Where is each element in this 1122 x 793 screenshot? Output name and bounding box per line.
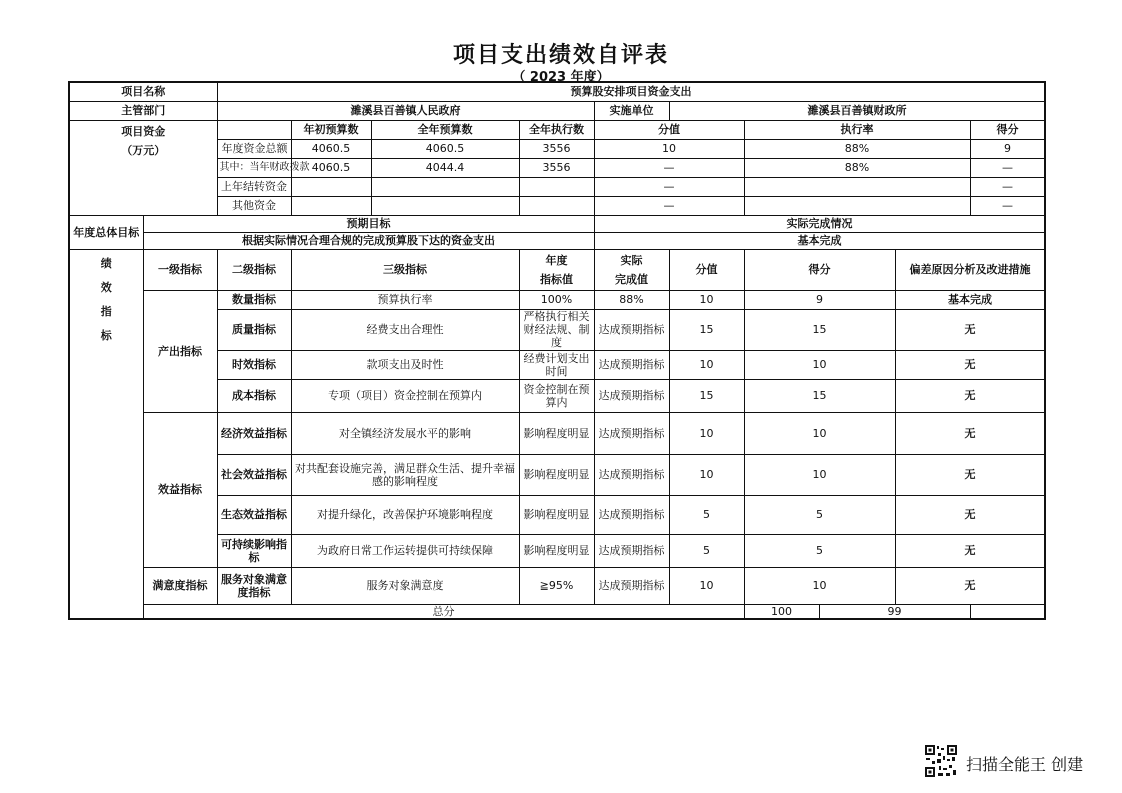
indicator-score: 10: [744, 412, 895, 454]
funds-header: 得分: [970, 120, 1045, 139]
indicator-value: 10: [669, 290, 744, 309]
indicator-reason: 无: [895, 534, 1045, 567]
indicator-l3: 服务对象满意度: [291, 567, 519, 604]
funds-row-name: 其中：当年财政拨款: [217, 158, 291, 177]
header-actual-line1: 实际: [620, 253, 643, 267]
funds-cell: [744, 177, 970, 196]
indicator-l3: 对全镇经济发展水平的影响: [291, 412, 519, 454]
indicator-value: 5: [669, 534, 744, 567]
funds-cell: 4060.5: [371, 139, 519, 158]
funds-label: 项目资金: [121, 124, 166, 138]
indicator-l3: 款项支出及时性: [291, 350, 519, 379]
indicator-actual: 达成预期指标: [594, 495, 669, 534]
funds-corner: [217, 120, 291, 139]
funds-cell: 88%: [744, 158, 970, 177]
indicator-l2: 可持续影响指标: [217, 534, 291, 567]
goals-actual-label: 实际完成情况: [594, 215, 1045, 232]
indicator-value: 10: [669, 350, 744, 379]
indicator-reason: 无: [895, 412, 1045, 454]
indicator-actual: 达成预期指标: [594, 412, 669, 454]
indicator-value: 10: [669, 567, 744, 604]
indicator-target: 100%: [519, 290, 594, 309]
funds-header: 全年执行数: [519, 120, 594, 139]
total-value: 100: [744, 604, 819, 619]
indicator-actual: 达成预期指标: [594, 379, 669, 412]
funds-cell: [519, 196, 594, 215]
dept-label: 主管部门: [69, 101, 217, 120]
header-score: 得分: [744, 249, 895, 290]
side-char: 效: [100, 280, 112, 294]
indicator-actual: 达成预期指标: [594, 309, 669, 350]
side-char: 绩: [100, 256, 112, 270]
indicator-score: 10: [744, 454, 895, 495]
funds-cell: [744, 196, 970, 215]
indicator-l3: 对共配套设施完善，满足群众生活、提升幸福感的影响程度: [291, 454, 519, 495]
indicator-score: 10: [744, 567, 895, 604]
indicator-l3: 专项（项目）资金控制在预算内: [291, 379, 519, 412]
indicators-side-label: [69, 249, 143, 619]
header-score-value: 分值: [669, 249, 744, 290]
scanner-watermark: [924, 744, 1114, 780]
goals-label: 年度总体目标: [69, 215, 143, 249]
indicator-actual: 88%: [594, 290, 669, 309]
funds-cell: 3556: [519, 139, 594, 158]
funds-cell: 9: [970, 139, 1045, 158]
indicator-score: 15: [744, 309, 895, 350]
indicator-reason: 无: [895, 454, 1045, 495]
indicator-actual: 达成预期指标: [594, 454, 669, 495]
funds-cell: 10: [594, 139, 744, 158]
indicator-target: 资金控制在预算内: [519, 379, 594, 412]
header-target-line1: 年度: [545, 253, 568, 267]
total-label: 总分: [143, 604, 744, 619]
funds-header: 执行率: [744, 120, 970, 139]
funds-unit: （万元）: [121, 143, 166, 157]
indicator-l2: 社会效益指标: [217, 454, 291, 495]
benefit-label: 效益指标: [143, 412, 217, 567]
funds-cell: [519, 177, 594, 196]
qr-code-icon: [924, 744, 958, 778]
total-reason: [970, 604, 1045, 619]
funds-header: 年初预算数: [291, 120, 371, 139]
page-title: 项目支出绩效自评表: [452, 43, 669, 68]
indicator-value: 15: [669, 309, 744, 350]
funds-cell: 4060.5: [291, 158, 371, 177]
indicator-reason: 基本完成: [895, 290, 1045, 309]
header-level1: 一级指标: [143, 249, 217, 290]
funds-cell: —: [594, 196, 744, 215]
indicator-reason: 无: [895, 379, 1045, 412]
indicator-target: 经费计划支出时间: [519, 350, 594, 379]
goals-expected-value: 根据实际情况合理合规的完成预算股下达的资金支出: [143, 232, 594, 249]
funds-cell: —: [970, 177, 1045, 196]
indicator-target: ≧95%: [519, 567, 594, 604]
side-char: 指: [100, 304, 112, 318]
indicator-reason: 无: [895, 309, 1045, 350]
indicator-reason: 无: [895, 495, 1045, 534]
indicator-target: 严格执行相关财经法规、制度: [519, 309, 594, 350]
indicator-actual: 达成预期指标: [594, 534, 669, 567]
indicator-actual: 达成预期指标: [594, 350, 669, 379]
funds-cell: [371, 177, 519, 196]
indicator-l2: 数量指标: [217, 290, 291, 309]
header-level3: 三级指标: [291, 249, 519, 290]
total-score: 99: [819, 604, 970, 619]
evaluation-table: [68, 81, 1046, 620]
indicator-value: 10: [669, 454, 744, 495]
side-char: 标: [100, 328, 112, 342]
dept-value: 濉溪县百善镇人民政府: [217, 101, 594, 120]
indicator-score: 15: [744, 379, 895, 412]
header-target: [519, 249, 594, 290]
indicator-target: 影响程度明显: [519, 454, 594, 495]
indicator-actual: 达成预期指标: [594, 567, 669, 604]
funds-header: 分值: [594, 120, 744, 139]
indicator-score: 9: [744, 290, 895, 309]
header-actual: [594, 249, 669, 290]
funds-cell: 3556: [519, 158, 594, 177]
funds-cell: —: [970, 158, 1045, 177]
watermark-text: 扫描全能王 创建: [966, 755, 1084, 774]
header-reason: 偏差原因分析及改进措施: [895, 249, 1045, 290]
indicator-l2: 质量指标: [217, 309, 291, 350]
funds-cell: —: [970, 196, 1045, 215]
indicator-score: 5: [744, 495, 895, 534]
indicator-score: 5: [744, 534, 895, 567]
indicator-l3: 经费支出合理性: [291, 309, 519, 350]
indicator-l2: 生态效益指标: [217, 495, 291, 534]
impl-label: 实施单位: [594, 101, 669, 120]
header-target-line2: 指标值: [540, 272, 573, 286]
funds-row-name: 年度资金总额: [217, 139, 291, 158]
indicator-target: 影响程度明显: [519, 412, 594, 454]
funds-cell: [371, 196, 519, 215]
goals-actual-value: 基本完成: [594, 232, 1045, 249]
indicator-score: 10: [744, 350, 895, 379]
project-name-label: 项目名称: [69, 82, 217, 101]
year-subtitle: （ 2023 年度）: [512, 70, 610, 85]
indicator-l2: 服务对象满意度指标: [217, 567, 291, 604]
funds-cell: —: [594, 177, 744, 196]
funds-cell: 4060.5: [291, 139, 371, 158]
indicator-reason: 无: [895, 350, 1045, 379]
goals-expected-label: 预期目标: [143, 215, 594, 232]
funds-label-cell: [69, 120, 217, 215]
funds-cell: 4044.4: [371, 158, 519, 177]
funds-row-name: 上年结转资金: [217, 177, 291, 196]
satisfaction-label: 满意度指标: [143, 567, 217, 604]
indicator-reason: 无: [895, 567, 1045, 604]
header-level2: 二级指标: [217, 249, 291, 290]
indicator-l3: 预算执行率: [291, 290, 519, 309]
indicator-l3: 为政府日常工作运转提供可持续保障: [291, 534, 519, 567]
impl-value: 濉溪县百善镇财政所: [669, 101, 1045, 120]
indicator-target: 影响程度明显: [519, 534, 594, 567]
indicator-l2: 成本指标: [217, 379, 291, 412]
funds-cell: —: [594, 158, 744, 177]
funds-cell: 88%: [744, 139, 970, 158]
funds-cell: [291, 196, 371, 215]
indicator-value: 10: [669, 412, 744, 454]
indicator-l2: 经济效益指标: [217, 412, 291, 454]
header-actual-line2: 完成值: [615, 272, 648, 286]
funds-cell: [291, 177, 371, 196]
funds-row-name: 其他资金: [217, 196, 291, 215]
output-label: 产出指标: [143, 290, 217, 412]
indicator-l3: 对提升绿化，改善保护环境影响程度: [291, 495, 519, 534]
funds-header: 全年预算数: [371, 120, 519, 139]
indicator-l2: 时效指标: [217, 350, 291, 379]
indicator-target: 影响程度明显: [519, 495, 594, 534]
indicator-value: 5: [669, 495, 744, 534]
project-name-value: 预算股安排项目资金支出: [217, 82, 1045, 101]
indicator-value: 15: [669, 379, 744, 412]
